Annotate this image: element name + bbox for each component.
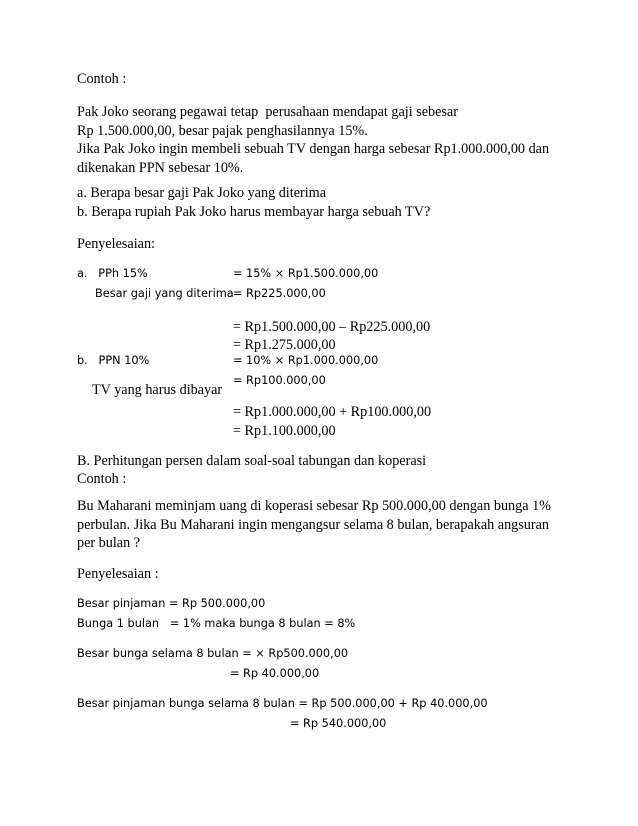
example-heading: Contoh : bbox=[77, 471, 127, 487]
example-heading: Contoh : bbox=[77, 71, 127, 87]
problem-text-line: perbulan. Jika Bu Maharani ingin mengangsur selama 8 bulan, berapakah angsuran bbox=[77, 517, 549, 533]
problem-text-line: Jika Pak Joko ingin membeli sebuah TV dengan harga sebesar Rp1.000.000,00 dan bbox=[77, 141, 550, 157]
section-heading: B. Perhitungan persen dalam soal-soal tabungan dan koperasi bbox=[77, 453, 427, 469]
calc-line: Bunga 1 bulan = 1% maka bunga 8 bulan = 8% bbox=[77, 617, 356, 630]
calc-line: = Rp 540.000,00 bbox=[290, 717, 387, 730]
problem-text-line: dikenakan PPN sebesar 10%. bbox=[77, 160, 244, 176]
calc-value: = 10% × Rp1.000.000,00 bbox=[233, 354, 379, 367]
calc-label: Besar gaji yang diterima bbox=[95, 287, 234, 300]
calc-label: b. PPN 10% bbox=[77, 354, 150, 367]
problem-text-line: Pak Joko seorang pegawai tetap perusahaan mendapat gaji sebesar bbox=[77, 104, 458, 120]
calc-line: Besar pinjaman = Rp 500.000,00 bbox=[77, 597, 266, 610]
calc-value: = Rp100.000,00 bbox=[233, 374, 326, 387]
solution-heading: Penyelesaian: bbox=[77, 236, 156, 252]
calc-value: = Rp1.100.000,00 bbox=[233, 423, 336, 439]
question-b: b. Berapa rupiah Pak Joko harus membayar harga sebuah TV? bbox=[77, 204, 431, 220]
calc-value: = Rp1.000.000,00 + Rp100.000,00 bbox=[233, 404, 432, 420]
calc-label: TV yang harus dibayar bbox=[92, 382, 223, 398]
problem-text-line: per bulan ? bbox=[77, 535, 141, 551]
calc-line: Besar pinjaman bunga selama 8 bulan = Rp 500.000,00 + Rp 40.000,00 bbox=[77, 697, 488, 710]
question-a: a. Berapa besar gaji Pak Joko yang diterima bbox=[77, 185, 326, 201]
calc-line: Besar bunga selama 8 bulan = × Rp500.000,00 bbox=[77, 647, 349, 660]
calc-value: = Rp225.000,00 bbox=[233, 287, 326, 300]
calc-value: = 15% × Rp1.500.000,00 bbox=[233, 267, 379, 280]
calc-value: = Rp1.500.000,00 – Rp225.000,00 bbox=[233, 319, 431, 335]
problem-text-line: Rp 1.500.000,00, besar pajak penghasilannya 15%. bbox=[77, 123, 368, 139]
calc-label: a. PPh 15% bbox=[77, 267, 148, 280]
calc-line: = Rp 40.000,00 bbox=[230, 667, 320, 680]
problem-text-line: Bu Maharani meminjam uang di koperasi sebesar Rp 500.000,00 dengan bunga 1% bbox=[77, 498, 551, 514]
solution-heading: Penyelesaian : bbox=[77, 566, 159, 582]
calc-value: = Rp1.275.000,00 bbox=[233, 337, 336, 353]
